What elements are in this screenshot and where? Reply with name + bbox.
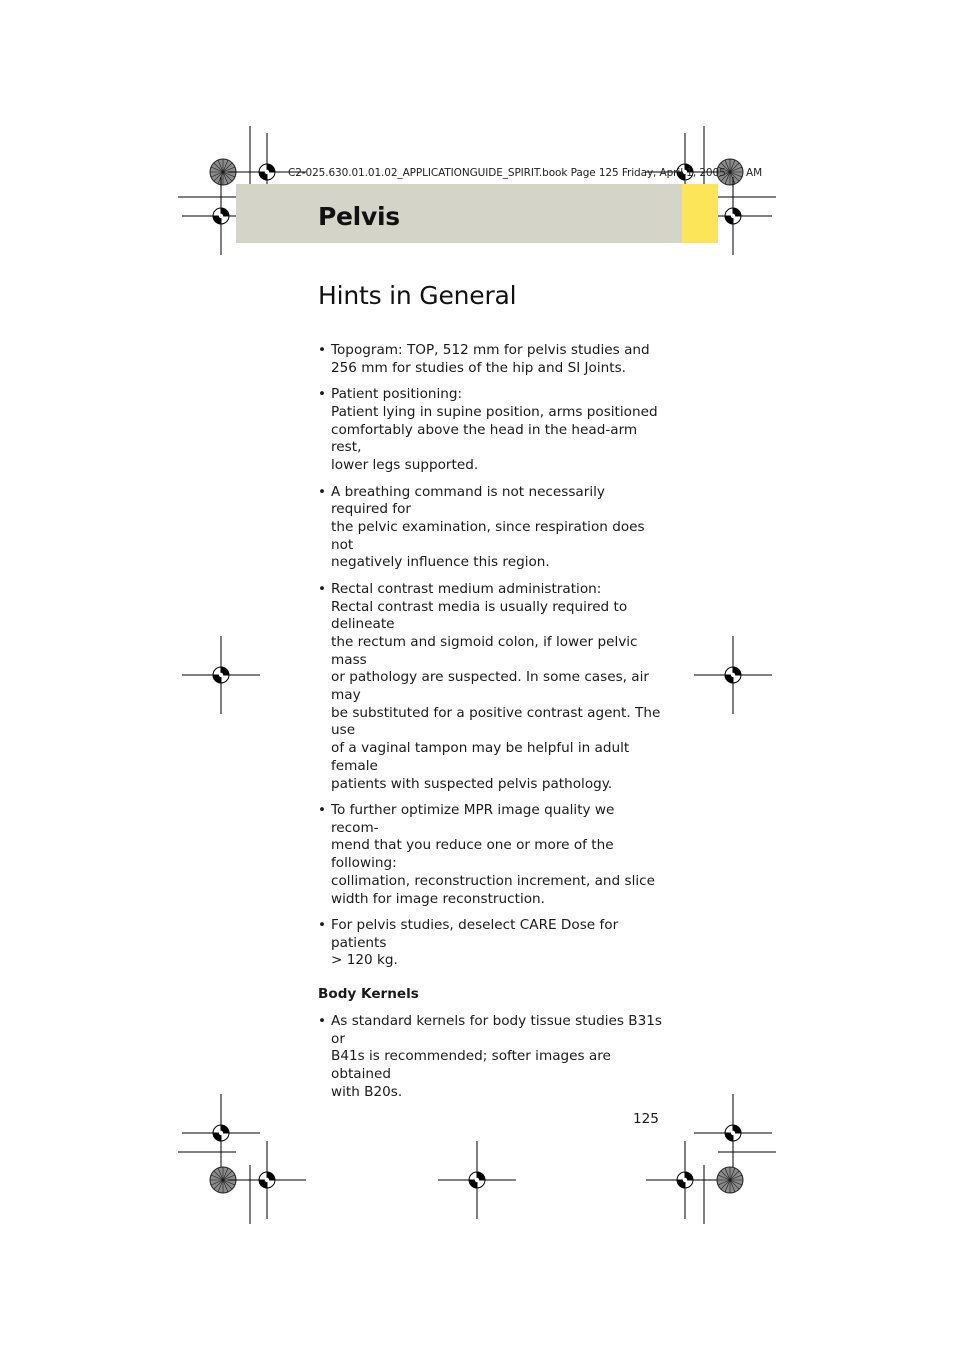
list-item: • Rectal contrast medium administration: Rectal contrast media is usually required to delineate the rectum and sigmoid colon, if lower pelvic mass or pathology are suspected. In some cases, air may be substituted for a positive contrast agent. The use of a vaginal tampon may be helpful in adult female patients with suspected pelvis pathology.	[318, 581, 663, 793]
page-number: 125	[633, 1111, 659, 1127]
print-slug-time: AM	[746, 167, 763, 179]
hints-list	[318, 342, 663, 970]
list-item: • Patient positioning: Patient lying in supine position, arms positioned comfortably above the head in the head-arm rest, lower legs supported.	[318, 386, 663, 475]
list-item: • Topogram: TOP, 512 mm for pelvis studies and 256 mm for studies of the hip and SI Joints.	[318, 342, 663, 377]
main-content	[318, 342, 663, 1110]
list-item: • A breathing command is not necessarily required for the pelvic examination, since respiration does not negatively influence this region.	[318, 484, 663, 573]
chapter-band	[236, 184, 682, 243]
print-slug-text: C2-025.630.01.01.02_APPLICATIONGUIDE_SPIRIT.book Page 125 Friday, April 1, 2005	[288, 167, 726, 179]
list-item: • For pelvis studies, deselect CARE Dose for patients > 120 kg.	[318, 917, 663, 970]
subheading-body-kernels: Body Kernels	[318, 986, 419, 1003]
kernels-list	[318, 1013, 663, 1102]
chapter-tab-accent	[682, 184, 718, 243]
chapter-title: Pelvis	[318, 202, 400, 231]
list-item: • As standard kernels for body tissue studies B31s or B41s is recommended; softer images are obtained with B20s.	[318, 1013, 663, 1102]
print-slug	[288, 167, 763, 179]
list-item: • To further optimize MPR image quality we recom- mend that you reduce one or more of the following: collimation, reconstruction increment, and slice width for image reconstruction.	[318, 802, 663, 908]
section-title: Hints in General	[318, 281, 517, 310]
